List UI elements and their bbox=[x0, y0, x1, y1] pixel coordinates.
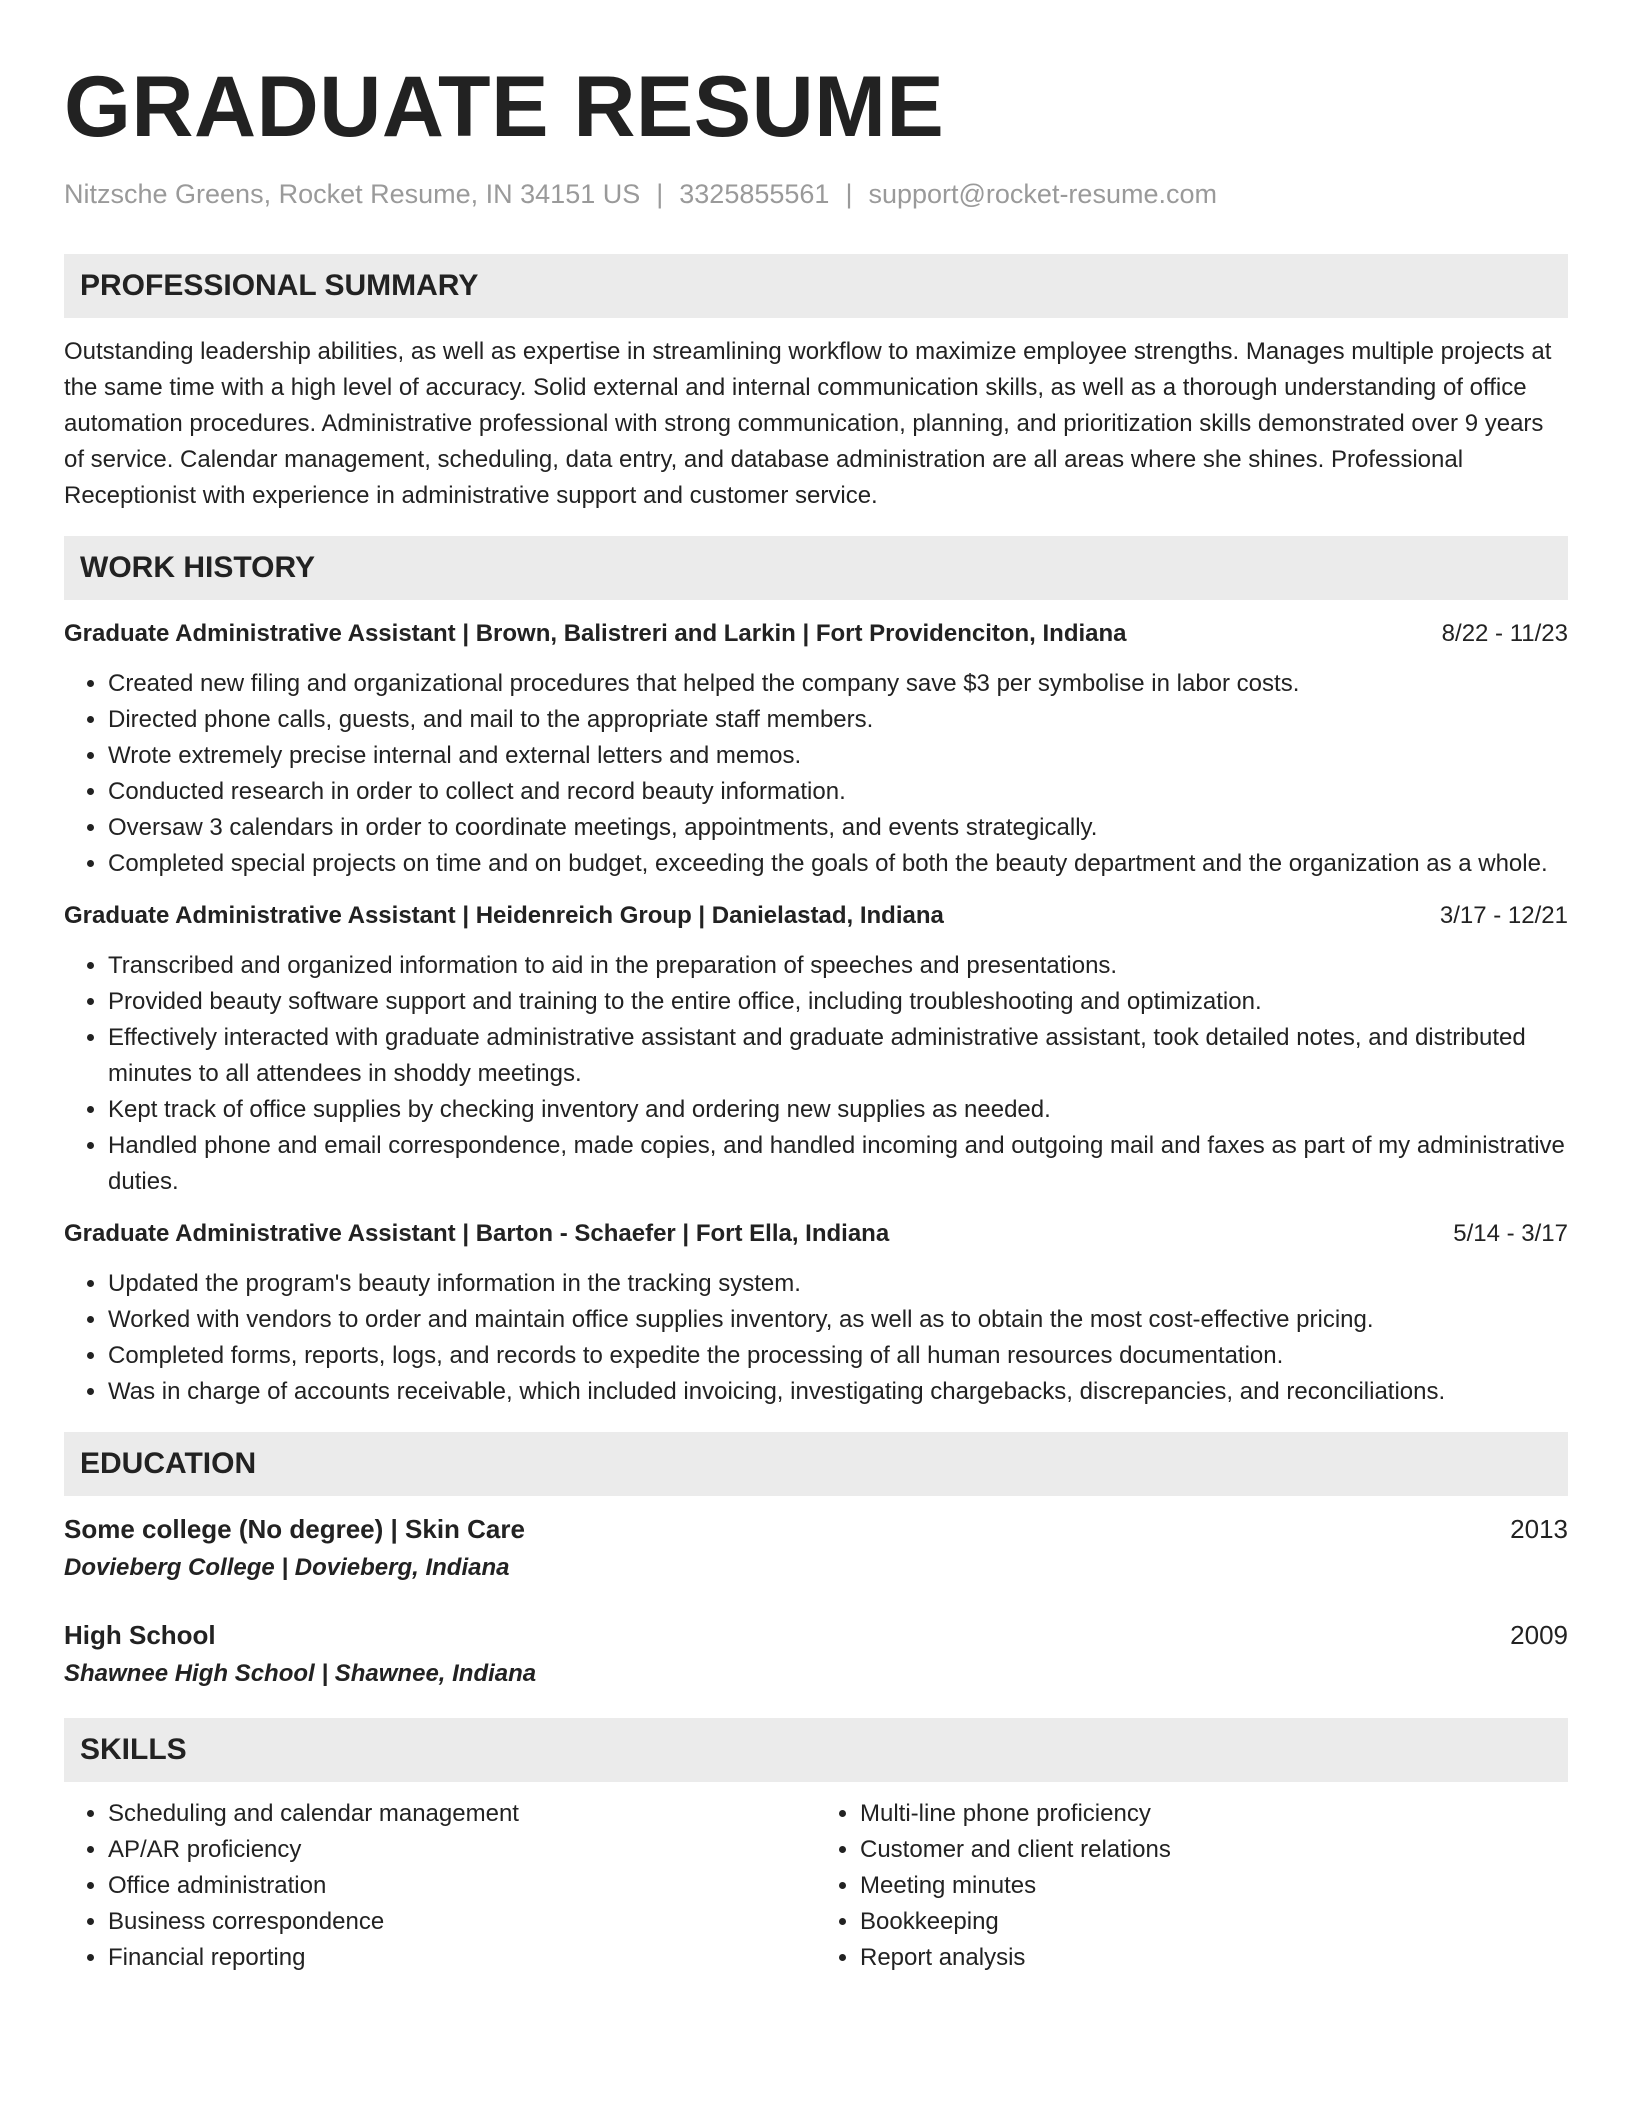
summary-text: Outstanding leadership abilities, as well as expertise in streamlining workflow to maximize employee strengths. Manages multiple projects at the same time with a high level of accuracy. Solid external and internal communication skills, as well as a thorough understanding of office automation procedures. Administrative professional with strong communication, planning, and prioritization skills demonstrated over 9 years of service. Calendar management, scheduling, data entry, and database administration are all areas where she shines. Professional Receptionist with experience in administrative support and customer service. bbox=[64, 338, 1552, 510]
job-entry bbox=[64, 898, 1568, 1200]
education-year: 2013 bbox=[1510, 1514, 1568, 1545]
job-header bbox=[64, 1216, 1568, 1252]
bullet-item: • Directed phone calls, guests, and mail to the appropriate staff members. bbox=[108, 702, 1568, 738]
job-header bbox=[64, 616, 1568, 652]
job-dates: 8/22 - 11/23 bbox=[1441, 620, 1568, 648]
bullet-item: • Wrote extremely precise internal and external letters and memos. bbox=[108, 738, 1568, 774]
skill-item: • AP/AR proficiency bbox=[108, 1832, 816, 1868]
job-dates: 5/14 - 3/17 bbox=[1453, 1220, 1568, 1248]
section-heading-work-history: WORK HISTORY bbox=[64, 536, 1568, 600]
job-title: Graduate Administrative Assistant | Barton - Schaefer | Fort Ella, Indiana bbox=[64, 1220, 890, 1248]
section-heading-education: EDUCATION bbox=[64, 1432, 1568, 1496]
section-heading-skills: SKILLS bbox=[64, 1718, 1568, 1782]
job-title: Graduate Administrative Assistant | Brown, Balistreri and Larkin | Fort Providenciton, Indiana bbox=[64, 620, 1127, 648]
education-entry bbox=[64, 1616, 1568, 1692]
education-year: 2009 bbox=[1510, 1620, 1568, 1651]
education-school: Shawnee High School | Shawnee, Indiana bbox=[64, 1660, 537, 1688]
bullet-item: • Was in charge of accounts receivable, which included invoicing, investigating chargebacks, discrepancies, and reconciliations. bbox=[108, 1374, 1568, 1410]
contact-phone: 3325855561 bbox=[679, 179, 830, 210]
bullet-item: • Handled phone and email correspondence, made copies, and handled incoming and outgoing mail and faxes as part of my administrative duties. bbox=[108, 1128, 1568, 1200]
bullet-item: • Transcribed and organized information to aid in the preparation of speeches and presentations. bbox=[108, 948, 1568, 984]
job-header bbox=[64, 898, 1568, 934]
contact-separator: | bbox=[656, 179, 664, 210]
skill-item: • Financial reporting bbox=[108, 1940, 816, 1976]
education-school: Dovieberg College | Dovieberg, Indiana bbox=[64, 1554, 510, 1582]
job-bullets bbox=[64, 666, 1568, 882]
skill-item: • Report analysis bbox=[860, 1940, 1568, 1976]
skills-column-left bbox=[64, 1796, 816, 1976]
contact-address: Nitzsche Greens, Rocket Resume, IN 34151 US bbox=[64, 179, 641, 210]
education-header bbox=[64, 1510, 1568, 1548]
bullet-item: • Created new filing and organizational procedures that helped the company save $3 per symbolise in labor costs. bbox=[108, 666, 1568, 702]
skill-item: • Business correspondence bbox=[108, 1904, 816, 1940]
education-degree: High School bbox=[64, 1620, 216, 1651]
contact-email: support@rocket-resume.com bbox=[868, 179, 1217, 210]
bullet-item: • Worked with vendors to order and maintain office supplies inventory, as well as to obtain the most cost-effective pricing. bbox=[108, 1302, 1568, 1338]
contact-line bbox=[64, 179, 1568, 210]
skills-column-right bbox=[816, 1796, 1568, 1976]
job-entry bbox=[64, 1216, 1568, 1410]
job-entry bbox=[64, 616, 1568, 882]
bullet-item: • Conducted research in order to collect and record beauty information. bbox=[108, 774, 1568, 810]
skill-item: • Customer and client relations bbox=[860, 1832, 1568, 1868]
skill-item: • Office administration bbox=[108, 1868, 816, 1904]
bullet-item: • Provided beauty software support and training to the entire office, including troubleshooting and optimization. bbox=[108, 984, 1568, 1020]
skill-item: • Meeting minutes bbox=[860, 1868, 1568, 1904]
skills-list bbox=[64, 1796, 1568, 1976]
education-entry bbox=[64, 1510, 1568, 1586]
job-bullets bbox=[64, 948, 1568, 1200]
contact-separator: | bbox=[845, 179, 853, 210]
resume-title: GRADUATE RESUME bbox=[64, 59, 945, 155]
job-dates: 3/17 - 12/21 bbox=[1439, 902, 1568, 930]
education-degree: Some college (No degree) | Skin Care bbox=[64, 1514, 525, 1545]
bullet-item: • Effectively interacted with graduate administrative assistant and graduate administrative assistant, took detailed notes, and distributed minutes to all attendees in shoddy meetings. bbox=[108, 1020, 1568, 1092]
bullet-item: • Kept track of office supplies by checking inventory and ordering new supplies as needed. bbox=[108, 1092, 1568, 1128]
section-heading-summary: PROFESSIONAL SUMMARY bbox=[64, 254, 1568, 318]
bullet-item: • Oversaw 3 calendars in order to coordinate meetings, appointments, and events strategically. bbox=[108, 810, 1568, 846]
job-bullets bbox=[64, 1266, 1568, 1410]
job-title: Graduate Administrative Assistant | Heidenreich Group | Danielastad, Indiana bbox=[64, 902, 944, 930]
education-header bbox=[64, 1616, 1568, 1654]
bullet-item: • Completed forms, reports, logs, and records to expedite the processing of all human resources documentation. bbox=[108, 1338, 1568, 1374]
skill-item: • Scheduling and calendar management bbox=[108, 1796, 816, 1832]
bullet-item: • Completed special projects on time and on budget, exceeding the goals of both the beauty department and the organization as a whole. bbox=[108, 846, 1568, 882]
skill-item: • Bookkeeping bbox=[860, 1904, 1568, 1940]
bullet-item: • Updated the program's beauty information in the tracking system. bbox=[108, 1266, 1568, 1302]
skill-item: • Multi-line phone proficiency bbox=[860, 1796, 1568, 1832]
